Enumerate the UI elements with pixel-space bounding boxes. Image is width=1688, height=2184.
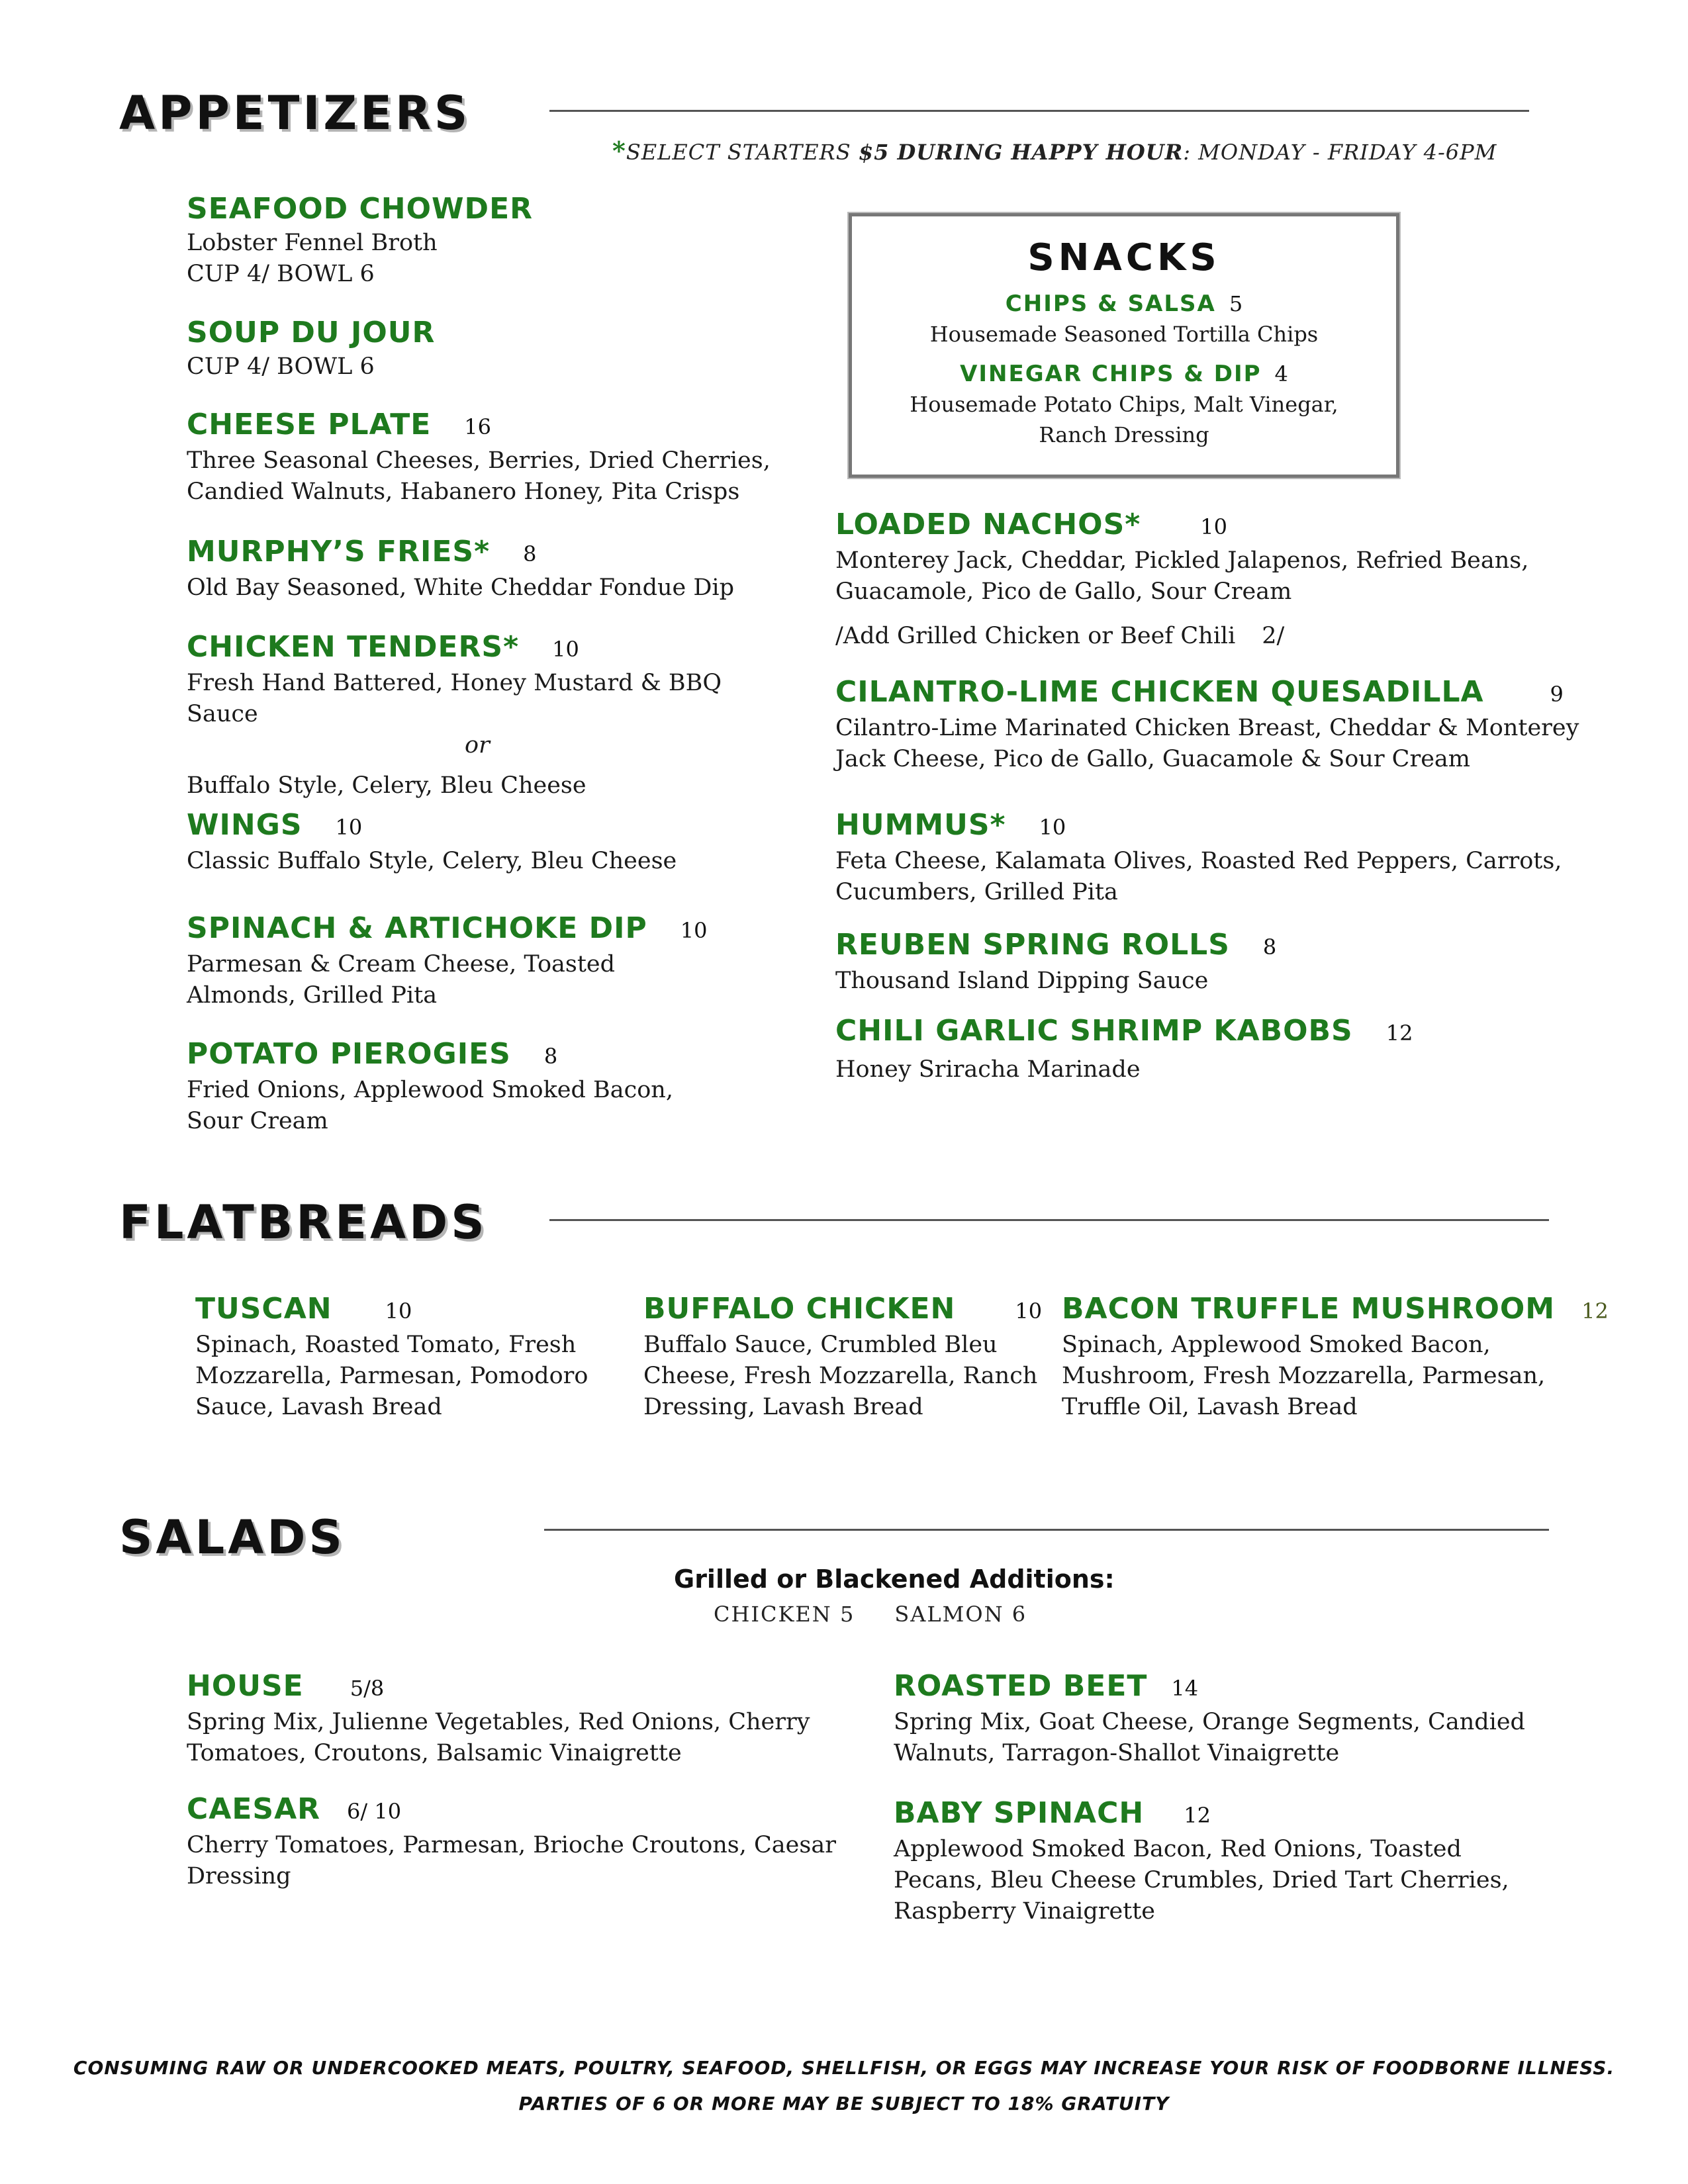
item-addon-price: 2/ [1262,623,1285,649]
item-name: TUSCAN [195,1292,332,1326]
menu-item-seafood-chowder [187,191,782,290]
item-price: 10 [1039,815,1066,840]
item-desc: Cilantro-Lime Marinated Chicken Breast, Cheddar & Monterey Jack Cheese, Pico de Gallo, Guacamole & Sour Cream [835,715,1579,772]
menu-item-quesadilla [835,674,1583,775]
menu-item-tuscan [195,1291,619,1423]
item-price: 14 [1171,1676,1199,1701]
item-name: LOADED NACHOS* [835,508,1141,541]
item-desc: Fresh Hand Battered, Honey Mustard & BBQ Sauce [187,670,722,727]
item-desc: Spring Mix, Julienne Vegetables, Red Onions, Cherry Tomatoes, Croutons, Balsamic Vinaigrette [187,1709,810,1766]
snack-item-name: CHIPS & SALSA 5 [1005,291,1243,317]
item-price: 12 [1385,1021,1413,1046]
item-desc: Spring Mix, Goat Cheese, Orange Segments, Candied Walnuts, Tarragon-Shallot Vinaigrette [894,1709,1525,1766]
item-name: CILANTRO-LIME CHICKEN QUESADILLA [835,675,1484,709]
item-desc-2: Buffalo Style, Celery, Bleu Cheese [187,772,586,799]
item-price: 12 [1581,1298,1609,1324]
menu-item-soup-du-jour [187,314,782,383]
snack-item-desc: Housemade Seasoned Tortilla Chips [929,322,1319,347]
item-desc: Lobster Fennel Broth [187,230,438,256]
menu-item-buffalo-chicken-flatbread [643,1291,1041,1423]
item-desc: CUP 4/ BOWL 6 [187,353,375,380]
menu-item-reuben-spring-rolls [835,927,1583,997]
menu-item-chicken-tenders [187,629,782,801]
snack-item-name: VINEGAR CHIPS & DIP 4 [960,361,1288,387]
item-desc: Applewood Smoked Bacon, Red Onions, Toasted Pecans, Bleu Cheese Crumbles, Dried Tart Cherries, Raspberry Vinaigrette [894,1836,1509,1925]
item-name: MURPHY’S FRIES* [187,535,491,569]
menu-item-roasted-beet [894,1668,1562,1769]
salads-rule [544,1529,1549,1531]
menu-item-cheese-plate [187,406,782,508]
item-name: ROASTED BEET [894,1669,1148,1703]
item-price: 16 [464,414,492,439]
item-name: CAESAR [187,1792,321,1826]
item-price: 8 [1262,934,1277,960]
item-name: HOUSE [187,1669,304,1703]
menu-item-house-salad [187,1668,849,1769]
menu-item-hummus [835,807,1583,908]
item-price: 9 [1550,682,1564,707]
item-desc: Honey Sriracha Marinade [835,1056,1141,1083]
item-name: BUFFALO CHICKEN [643,1292,956,1326]
additions-title: Grilled or Blackened Additions: [674,1565,1115,1594]
item-name: SPINACH & ARTICHOKE DIP [187,911,647,945]
item-name: SOUP DU JOUR [187,316,436,349]
item-addon: /Add Grilled Chicken or Beef Chili [835,623,1236,649]
menu-item-baby-spinach [894,1795,1562,1927]
snack-item-desc: Housemade Potato Chips, Malt Vinegar, Ranch Dressing [910,392,1338,447]
item-price: 10 [1015,1298,1043,1324]
item-desc: Spinach, Roasted Tomato, Fresh Mozzarella, Parmesan, Pomodoro Sauce, Lavash Bread [195,1332,588,1420]
item-price: 10 [1200,514,1227,539]
item-desc: Spinach, Applewood Smoked Bacon, Mushroom, Fresh Mozzarella, Parmesan, Truffle Oil, Lavash Bread [1062,1332,1546,1420]
item-desc: Cherry Tomatoes, Parmesan, Brioche Croutons, Caesar Dressing [187,1832,836,1889]
item-desc: Classic Buffalo Style, Celery, Bleu Cheese [187,848,677,874]
menu-item-wings [187,807,782,877]
additions-list [694,1602,1047,1627]
happy-hour-note: *SELECT STARTERS $5 DURING HAPPY HOUR: MONDAY - FRIDAY 4-6PM [612,136,1497,165]
menu-item-murphys-fries [187,533,782,604]
item-name: REUBEN SPRING ROLLS [835,928,1230,962]
item-desc: Parmesan & Cream Cheese, Toasted Almonds, Grilled Pita [187,951,616,1009]
item-desc-2: CUP 4/ BOWL 6 [187,261,375,287]
foodborne-warning: CONSUMING RAW OR UNDERCOOKED MEATS, POULTRY, SEAFOOD, SHELLFISH, OR EGGS MAY INCREASE YOUR RISK OF FOODBORNE ILLNESS. [73,2057,1615,2079]
snacks-box [849,213,1399,478]
item-desc: Old Bay Seasoned, White Cheddar Fondue Dip [187,574,735,601]
menu-item-caesar [187,1791,849,1892]
item-desc: Three Seasonal Cheeses, Berries, Dried Cherries, Candied Walnuts, Habanero Honey, Pita Crisps [187,447,771,505]
item-or: or [465,732,490,758]
item-name: POTATO PIEROGIES [187,1037,511,1071]
star-icon: * [612,136,626,165]
item-name: BACON TRUFFLE MUSHROOM [1062,1292,1556,1326]
item-desc: Fried Onions, Applewood Smoked Bacon, Sour Cream [187,1077,673,1134]
item-price: 6/ 10 [347,1799,402,1824]
item-price: 5/8 [350,1676,385,1701]
item-price: 10 [680,918,708,943]
item-desc: Monterey Jack, Cheddar, Pickled Jalapenos, Refried Beans, Guacamole, Pico de Gallo, Sour Cream [835,547,1529,605]
item-price: 10 [385,1298,412,1324]
menu-item-potato-pierogies [187,1036,703,1137]
snack-item-price: 4 [1274,361,1288,387]
menu-item-spinach-artichoke-dip [187,910,708,1011]
menu-item-bacon-truffle-mushroom [1062,1291,1644,1423]
item-price: 12 [1184,1803,1211,1828]
item-name: CHICKEN TENDERS* [187,630,520,664]
addition-salmon: SALMON 6 [894,1602,1027,1627]
item-desc: Buffalo Sauce, Crumbled Bleu Cheese, Fresh Mozzarella, Ranch Dressing, Lavash Bread [643,1332,1038,1420]
appetizers-title: APPETIZERS [119,86,471,140]
item-desc: Feta Cheese, Kalamata Olives, Roasted Red Peppers, Carrots, Cucumbers, Grilled Pita [835,848,1562,905]
salads-title: SALADS [119,1510,346,1565]
item-name: SEAFOOD CHOWDER [187,192,534,226]
item-price: 8 [523,541,537,567]
appetizers-rule [549,110,1529,112]
flatbreads-title: FLATBREADS [119,1195,488,1250]
menu-item-chili-garlic-shrimp [835,1013,1583,1085]
item-name: CHILI GARLIC SHRIMP KABOBS [835,1014,1353,1048]
item-price: 8 [543,1044,558,1069]
item-name: HUMMUS* [835,808,1006,842]
item-price: 10 [552,637,579,662]
item-name: WINGS [187,808,303,842]
menu-item-loaded-nachos [835,506,1583,652]
item-price: 10 [335,815,363,840]
snack-item-price: 5 [1229,291,1243,316]
item-name: CHEESE PLATE [187,408,432,441]
flatbreads-rule [549,1219,1549,1221]
item-name: BABY SPINACH [894,1796,1145,1830]
gratuity-note: PARTIES OF 6 OR MORE MAY BE SUBJECT TO 18% GRATUITY [518,2093,1170,2115]
snacks-title: SNACKS [1027,236,1221,279]
addition-chicken: CHICKEN 5 [714,1602,855,1627]
item-desc: Thousand Island Dipping Sauce [835,968,1209,994]
